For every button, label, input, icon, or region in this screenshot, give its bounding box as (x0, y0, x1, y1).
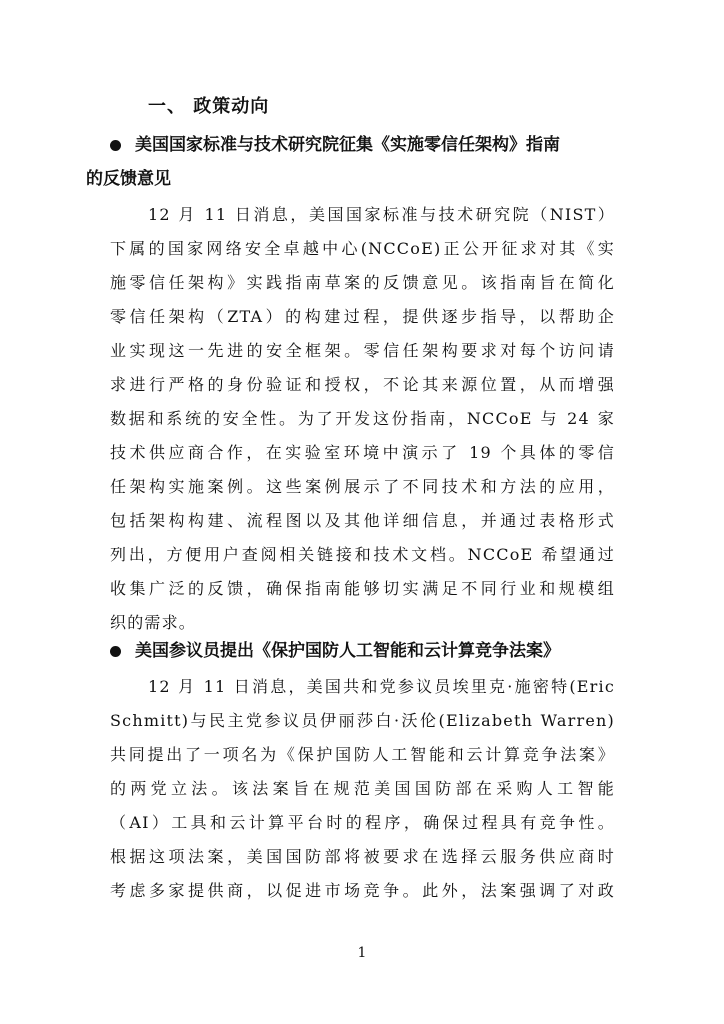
item1-line: 零信任架构（ZTA）的构建过程，提供逐步指导，以帮助企 (110, 307, 615, 326)
bullet-dot-icon (110, 140, 121, 151)
item2-line: 的两党立法。该法案旨在规范美国国防部在采购人工智能 (110, 779, 615, 798)
item1-heading (86, 128, 630, 196)
item1-line: 包括架构构建、流程图以及其他详细信息，并通过表格形式 (110, 511, 615, 530)
item2-heading-line1: 美国参议员提出《保护国防人工智能和云计算竞争法案》 (135, 641, 560, 661)
item1-line: 下属的国家网络安全卓越中心(NCCoE)正公开征求对其《实 (110, 239, 615, 258)
item1-line: 施零信任架构》实践指南草案的反馈意见。该指南旨在简化 (110, 273, 615, 292)
item2-line: Schmitt)与民主党参议员伊丽莎白·沃伦(Elizabeth Warren) (110, 711, 615, 730)
item2-line: 根据这项法案，美国国防部将被要求在选择云服务供应商时 (110, 847, 615, 866)
page-number: 1 (357, 945, 367, 961)
bullet-dot-icon (110, 646, 121, 657)
item2-body (110, 670, 615, 908)
item1-line: 技术供应商合作，在实验室环境中演示了 19 个具体的零信 (110, 443, 615, 462)
item2-line: 考虑多家提供商，以促进市场竞争。此外，法案强调了对政 (110, 881, 615, 900)
item1-heading-row (110, 128, 630, 162)
item2-line: 12 月 11 日消息，美国共和党参议员埃里克·施密特(Eric (148, 677, 615, 696)
item2-heading-row (110, 634, 630, 668)
section-heading: 一、 政策动向 (148, 96, 270, 117)
item1-heading-line2: 的反馈意见 (86, 169, 171, 189)
item1-line: 列出，方便用户查阅相关链接和技术文档。NCCoE 希望通过 (110, 545, 615, 564)
item1-line: 织的需求。 (110, 613, 197, 632)
item1-line: 12 月 11 日消息，美国国家标准与技术研究院（NIST） (148, 205, 615, 224)
item1-line: 数据和系统的安全性。为了开发这份指南，NCCoE 与 24 家 (110, 409, 615, 428)
item1-line: 求进行严格的身份验证和授权，不论其来源位置，从而增强 (110, 375, 615, 394)
item1-body (110, 198, 615, 640)
item2-line: 共同提出了一项名为《保护国防人工智能和云计算竞争法案》 (110, 745, 615, 764)
item1-line: 收集广泛的反馈，确保指南能够切实满足不同行业和规模组 (110, 579, 615, 598)
item2-line: （AI）工具和云计算平台时的程序，确保过程具有竞争性。 (110, 813, 615, 832)
item1-heading-line1: 美国国家标准与技术研究院征集《实施零信任架构》指南 (135, 135, 560, 155)
item2-heading (110, 634, 630, 668)
item1-line: 业实现这一先进的安全框架。零信任架构要求对每个访问请 (110, 341, 615, 360)
item1-line: 任架构实施案例。这些案例展示了不同技术和方法的应用， (110, 477, 615, 496)
